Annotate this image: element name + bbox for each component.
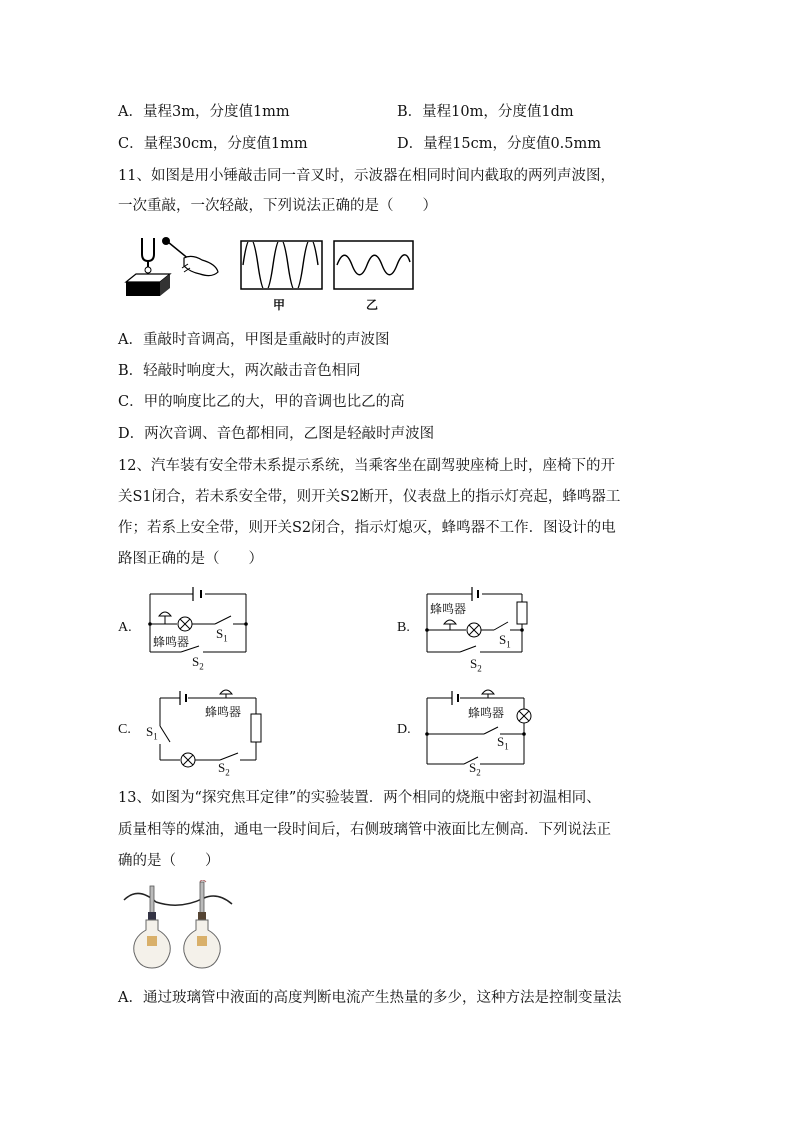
circuit-a-buzzer-label: 蜂鸣器 [153,635,190,649]
circuit-b-diagram [424,584,532,656]
tuning-fork-figure [120,234,230,300]
q10-option-c: C．量程30cm，分度值1mm [118,136,308,152]
circuit-d-buzzer-label: 蜂鸣器 [468,706,505,720]
circuit-d-label: D. [397,722,411,737]
q13-stem-line1: 13、如图为“探究焦耳定律”的实验装置．两个相同的烧瓶中密封初温相同、 [118,790,601,806]
q13-stem-line2: 质量相等的煤油，通电一段时间后，右侧玻璃管中液面比左侧高．下列说法正 [118,822,611,838]
q11-stem-line1: 11、如图是用小锤敲击同一音叉时，示波器在相同时间内截取的两列声波图， [118,168,615,184]
circuit-a-s2-label: $S_2$ [192,654,204,672]
q11-option-b: B．轻敲时响度大，两次敲击音色相同 [118,363,361,379]
circuit-b-label: B. [397,620,410,635]
q11-option-c: C．甲的响度比乙的大，甲的音调也比乙的高 [118,394,405,410]
q13-option-a: A．通过玻璃管中液面的高度判断电流产生热量的多少，这种方法是控制变量法 [118,990,622,1006]
q12-stem-line2: 关S1闭合，若未系安全带，则开关S2断开，仪表盘上的指示灯亮起，蜂鸣器工 [118,489,621,505]
q10-option-b: B．量程10m，分度值1dm [397,104,574,120]
circuit-b-buzzer-label: 蜂鸣器 [430,602,467,616]
circuit-b-s2-label: $S_2$ [470,656,482,674]
circuit-c-s1-label: $S_1$ [146,724,158,742]
circuit-a-label: A. [118,620,132,635]
circuit-c-label: C. [118,722,131,737]
q12-stem-line4: 路图正确的是（ ） [118,551,263,567]
q10-option-a: A．量程3m，分度值1mm [118,104,290,120]
q11-stem-line2: 一次重敲，一次轻敲，下列说法正确的是（ ） [118,198,437,214]
q11-option-a: A．重敲时音调高，甲图是重敲时的声波图 [118,332,390,348]
waveform-jia-label: 甲 [273,298,286,312]
q10-option-d: D．量程15cm，分度值0.5mm [397,136,602,152]
waveform-yi-figure [333,240,414,290]
circuit-b-s1-label: $S_1$ [499,632,511,650]
circuit-c-buzzer-label: 蜂鸣器 [205,705,242,719]
circuit-c-diagram [150,686,265,768]
circuit-d-s2-label: $S_2$ [469,760,481,778]
circuit-c-s2-label: $S_2$ [218,760,230,778]
circuit-d-diagram [424,684,542,770]
q12-stem-line3: 作；若系上安全带，则开关S2闭合，指示灯熄灭，蜂鸣器不工作．图设计的电 [118,520,616,536]
joule-law-apparatus-figure [120,880,235,972]
waveform-yi-label: 乙 [366,298,379,312]
waveform-jia-figure [240,240,323,290]
circuit-d-s1-label: $S_1$ [497,734,509,752]
circuit-a-s1-label: $S_1$ [216,626,228,644]
q12-stem-line1: 12、汽车装有安全带未系提示系统，当乘客坐在副驾驶座椅上时，座椅下的开 [118,458,615,474]
q11-option-d: D．两次音调、音色都相同，乙图是轻敲时声波图 [118,426,435,442]
q13-stem-line3: 确的是（ ） [118,853,220,869]
